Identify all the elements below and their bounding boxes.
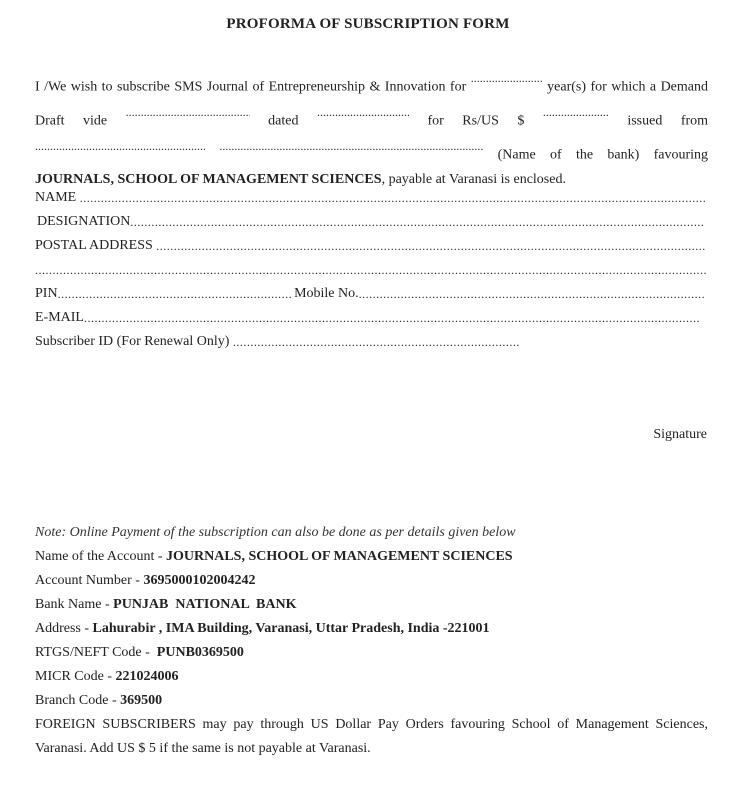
micr-label: MICR Code - [35,669,112,684]
rtgs-value: PUNB0369500 [156,645,244,660]
payment-details [35,521,708,761]
subscriber-id-label: Subscriber ID (For Renewal Only) [35,334,230,349]
postal-address-label: POSTAL ADDRESS [35,238,153,253]
mobile-label: Mobile No. [294,286,359,301]
designation-label: DESIGNATION [37,214,131,229]
micr-row [35,665,708,689]
account-name-label: Name of the Account - [35,549,163,564]
amount-blank[interactable] [543,100,609,125]
form-title: PROFORMA OF SUBSCRIPTION FORM [226,16,510,32]
intro-text-2: year(s) for which a Demand Draft vide [35,79,708,129]
rtgs-row [35,641,708,665]
postal-address-field[interactable] [35,234,705,254]
postal-address-blank[interactable] [156,239,705,254]
issued-from-blank[interactable] [35,134,205,159]
bank-name-label: Bank Name - [35,597,110,612]
branch-row [35,689,708,713]
postal-address-line2[interactable] [35,258,707,278]
address-row [35,617,708,641]
account-number-value: 3695000102004242 [143,573,256,588]
designation-field[interactable] [37,210,705,230]
name-blank[interactable] [80,191,707,206]
subscriber-id-blank[interactable] [233,335,519,350]
intro-text-3: dated [268,113,299,129]
draft-number-blank[interactable] [126,100,250,125]
branch-label: Branch Code - [35,693,117,708]
foreign-subscribers-note: FOREIGN SUBSCRIBERS may pay through US Dollar Pay Orders favouring School of Management Sciences, Varanasi. Add US $ 5 if the same is not payable at Varanasi. [35,717,708,756]
date-blank[interactable] [317,100,409,125]
bank-name-value: PUNJAB NATIONAL BANK [113,597,297,612]
intro-text-6: (Name of the bank) favouring [497,147,709,163]
favouring-name: JOURNALS, SCHOOL OF MANAGEMENT SCIENCES [35,172,382,187]
bank-name-blank[interactable] [219,134,483,159]
years-blank[interactable] [471,66,543,91]
pin-mobile-field[interactable] [35,282,705,302]
name-label: NAME [35,190,77,205]
payment-note: Note: Online Payment of the subscription can also be done as per details given below [35,525,516,540]
account-number-row [35,569,708,593]
email-field[interactable] [35,306,701,326]
subscriber-id-field[interactable] [35,330,519,350]
intro-text-1: I /We wish to subscribe SMS Journal of Entrepreneurship & Innovation for [35,79,467,95]
intro-text-7: , payable at Varanasi is enclosed. [381,172,566,187]
branch-value: 369500 [120,693,163,708]
account-name-value: JOURNALS, SCHOOL OF MANAGEMENT SCIENCES [166,549,513,564]
account-number-label: Account Number - [35,573,140,588]
rtgs-label: RTGS/NEFT Code - [35,645,150,660]
micr-value: 221024006 [115,669,179,684]
address-label: Address - [35,621,90,636]
email-blank[interactable] [84,311,701,326]
account-name-row [35,545,708,569]
name-field[interactable] [35,186,707,206]
bank-name-row [35,593,708,617]
intro-paragraph [35,66,708,193]
intro-text-5: issued from [627,113,709,129]
mobile-blank[interactable] [359,287,705,302]
signature-label: Signature [653,427,707,442]
address-value: Lahurabir , IMA Building, Varanasi, Uttar Pradesh, India -221001 [92,621,490,636]
postal-address-blank-2[interactable] [35,263,707,278]
pin-label: PIN [35,286,58,301]
pin-blank[interactable] [58,287,291,302]
designation-blank[interactable] [130,215,705,230]
intro-text-4: for Rs/US $ [427,113,525,129]
email-label: E-MAIL [35,310,84,325]
